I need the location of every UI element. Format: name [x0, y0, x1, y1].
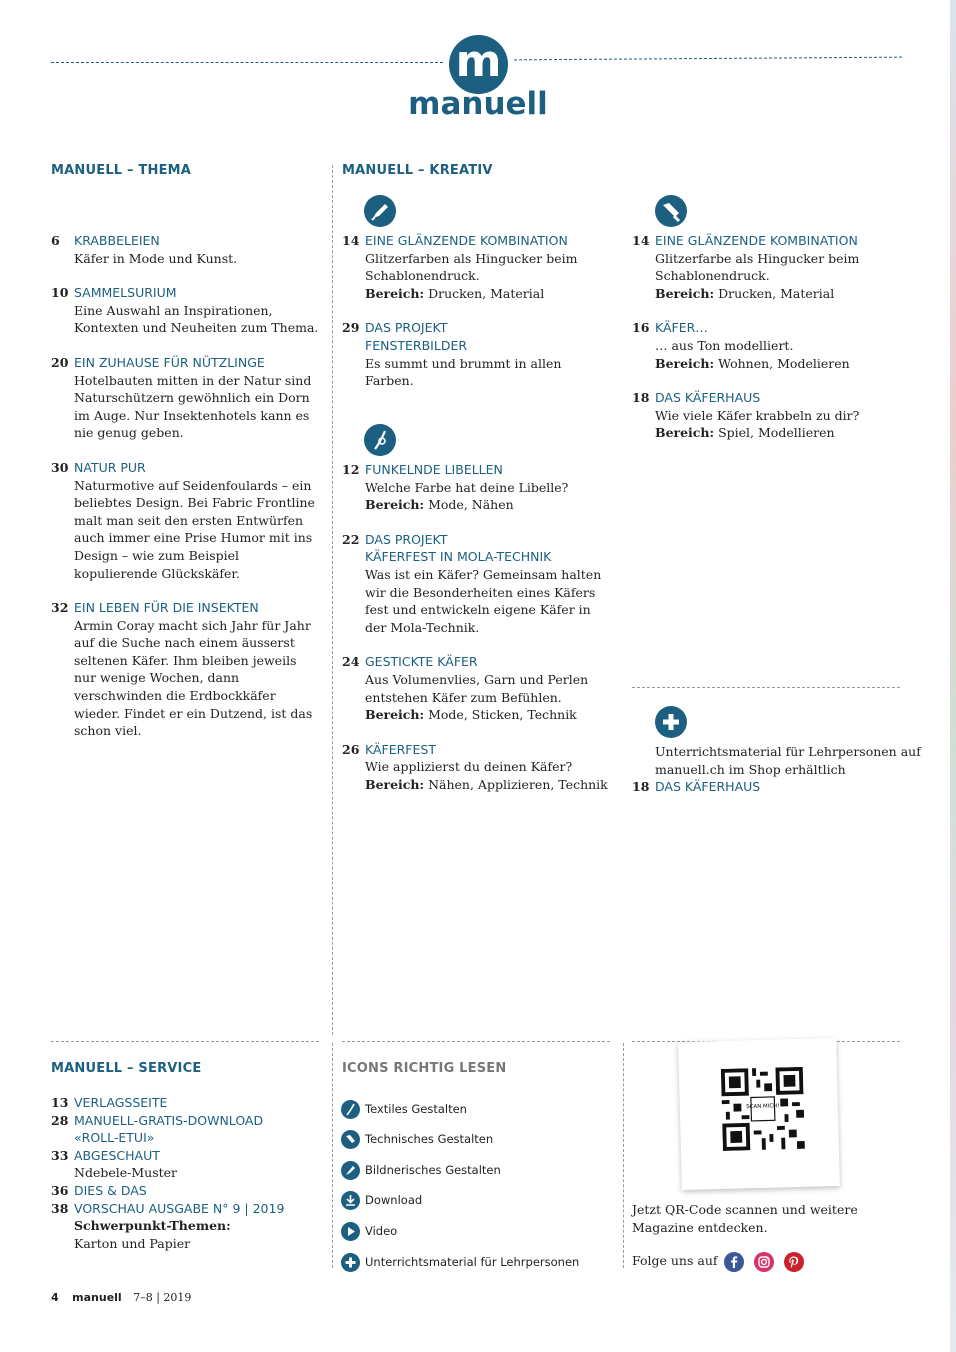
entry-title: EIN ZUHAUSE FÜR NÜTZLINGE — [74, 354, 265, 370]
logo-wordmark[interactable]: manuell — [408, 86, 548, 122]
qr-sticker-text: SCAN MICH! — [746, 1103, 780, 1111]
toc-entry[interactable] — [342, 461, 612, 514]
legend-label: Textiles Gestalten — [365, 1102, 467, 1116]
unterricht-block[interactable] — [632, 743, 922, 813]
textiles-icon — [341, 1100, 360, 1119]
header-dash-left — [51, 62, 443, 63]
toc-entry[interactable] — [632, 319, 912, 372]
divider-dash — [632, 687, 900, 688]
kreativ-bild-list — [342, 232, 612, 407]
entry-title: DAS KÄFERHAUS — [655, 779, 761, 795]
entry-title: EIN LEBEN FÜR DIE INSEKTEN — [74, 600, 259, 616]
service-row — [51, 1217, 321, 1235]
page-number: 6 — [51, 233, 60, 248]
entry-title: DAS KÄFERHAUS — [655, 390, 761, 406]
entry-desc: Käfer in Mode und Kunst. — [74, 250, 238, 266]
service-row[interactable] — [51, 1147, 321, 1165]
entry-title-2: KÄFERFEST IN MOLA-TECHNIK — [365, 549, 552, 565]
entry-area: Bereich: Drucken, Material — [365, 285, 545, 301]
entry-desc: Karton und Papier — [74, 1235, 191, 1251]
kreativ-textil-list — [342, 461, 612, 811]
page-number: 14 — [632, 233, 650, 248]
legend-label: Video — [365, 1224, 398, 1238]
page-number: 38 — [51, 1200, 69, 1216]
legend-label: Download — [365, 1193, 423, 1207]
entry-desc: Glitzerfarben als Hingucker beim Schablonendruck. — [365, 250, 578, 284]
entry-title: SAMMELSURIUM — [74, 285, 177, 301]
service-row[interactable] — [51, 1094, 321, 1112]
toc-entry[interactable] — [342, 319, 612, 389]
entry-title: MANUELL-GRATIS-DOWNLOAD — [74, 1112, 264, 1128]
footer-issue: 7–8 | 2019 — [133, 1291, 192, 1304]
toc-entry[interactable] — [51, 284, 321, 337]
page-number: 28 — [51, 1112, 69, 1128]
entry-title: «ROLL-ETUI» — [74, 1130, 155, 1146]
toc-entry[interactable] — [632, 389, 912, 442]
pinterest-icon[interactable] — [784, 1252, 804, 1272]
legend-label: Bildnerisches Gestalten — [365, 1163, 501, 1177]
toc-entry[interactable] — [51, 599, 321, 740]
page-number: 18 — [632, 779, 650, 795]
entry-desc: Unterrichtsmaterial für Lehrpersonen auf manuell.ch im Shop erhältlich — [655, 744, 921, 777]
entry-title: FUNKELNDE LIBELLEN — [365, 462, 503, 477]
header-dash-right — [514, 57, 902, 61]
entry-title: GESTICKTE KÄFER — [365, 654, 478, 670]
entry-title: NATUR PUR — [74, 459, 146, 475]
entry-title: VERLAGSSEITE — [74, 1095, 168, 1110]
service-list — [51, 1094, 321, 1252]
entry-title: DIES & DAS — [74, 1182, 147, 1198]
service-row — [51, 1164, 321, 1182]
service-row[interactable] — [51, 1129, 321, 1147]
entry-title: KÄFER… — [655, 320, 708, 336]
technisches-icon — [341, 1130, 360, 1149]
entry-title: EINE GLÄNZENDE KOMBINATION — [365, 233, 568, 248]
entry-title: DAS PROJEKT — [365, 531, 448, 547]
entry-desc: … aus Ton modelliert. — [655, 337, 794, 353]
column-divider-3 — [623, 1043, 624, 1268]
entry-desc: Welche Farbe hat deine Libelle? — [365, 479, 569, 495]
bottom-dash-2 — [342, 1041, 610, 1042]
entry-desc: Wie applizierst du deinen Käfer? — [365, 759, 573, 775]
entry-desc: Schwerpunkt-Themen: — [74, 1218, 231, 1234]
video-play-icon — [341, 1222, 360, 1241]
entry-title: ABGESCHAUT — [74, 1147, 160, 1163]
entry-title: VORSCHAU AUSGABE N° 9 | 2019 — [74, 1200, 285, 1216]
page-number: 18 — [632, 390, 650, 406]
service-row — [51, 1235, 321, 1253]
toc-entry[interactable] — [51, 232, 321, 267]
thema-list — [51, 232, 321, 757]
entry-title: DAS PROJEKT — [365, 320, 448, 336]
unterrichtsmaterial-icon — [655, 706, 687, 738]
column-divider-2 — [332, 1043, 333, 1268]
service-row[interactable] — [51, 1200, 321, 1218]
service-row[interactable] — [51, 1182, 321, 1200]
entry-area: Bereich: Mode, Sticken, Technik — [365, 707, 577, 723]
entry-title-2: FENSTERBILDER — [365, 337, 468, 353]
entry-area: Bereich: Drucken, Material — [655, 285, 835, 301]
technisches-gestalten-icon — [655, 195, 687, 227]
right-edge-strip — [950, 0, 956, 1352]
section-title-kreativ: MANUELL – KREATIV — [342, 163, 493, 178]
legend-label: Unterrichtsmaterial für Lehrpersonen — [365, 1255, 580, 1269]
page-number: 20 — [51, 354, 69, 370]
page-number: 24 — [342, 654, 360, 670]
page-number: 16 — [632, 320, 650, 336]
entry-area: Bereich: Nähen, Applizieren, Technik — [365, 776, 608, 792]
page-footer — [51, 1291, 191, 1304]
page-number: 33 — [51, 1147, 69, 1163]
entry-area: Bereich: Wohnen, Modelieren — [655, 355, 850, 371]
toc-entry[interactable] — [342, 741, 612, 794]
qr-code-card[interactable] — [678, 1038, 840, 1190]
bildnerisches-gestalten-icon — [364, 195, 396, 227]
toc-entry[interactable] — [632, 743, 922, 796]
footer-page-number: 4 — [51, 1291, 59, 1304]
entry-area: Bereich: Spiel, Modellieren — [655, 425, 835, 441]
bottom-dash-1 — [51, 1041, 319, 1042]
entry-desc: Glitzerfarbe als Hingucker beim Schablonendruck. — [655, 250, 860, 284]
logo-icon[interactable]: m — [449, 35, 508, 94]
page-number: 32 — [51, 600, 69, 616]
page-number: 36 — [51, 1182, 69, 1198]
page-number: 22 — [342, 531, 360, 547]
qr-code-icon[interactable] — [721, 1067, 805, 1151]
entry-desc: Wie viele Käfer krabbeln zu dir? — [655, 407, 860, 423]
kreativ-technik-list — [632, 232, 912, 459]
entry-desc: Aus Volumenvlies, Garn und Perlen entstehen Käfer zum Befühlen. — [365, 671, 589, 705]
legend-label: Technisches Gestalten — [365, 1132, 494, 1146]
instagram-icon[interactable] — [754, 1252, 774, 1272]
section-title-legend: ICONS RICHTIG LESEN — [342, 1061, 507, 1076]
column-divider-1 — [332, 165, 333, 1035]
entry-desc: Was ist ein Käfer? Gemeinsam halten wir die Besonderheiten eines Käfers fest und entwickeln eigene Käfer in der Mola-Technik. — [365, 566, 602, 635]
entry-desc: Naturmotive auf Seidenfoulards – ein beliebtes Design. Bei Fabric Frontline malt man seit den ersten Entwürfen auch immer eine Prise Humor mit ins Design – wie zum Beispiel kopulierende Glückskäfer. — [74, 477, 315, 581]
toc-entry[interactable] — [342, 232, 612, 302]
entry-desc: Es summt und brummt in allen Farben. — [365, 355, 562, 389]
section-title-thema: MANUELL – THEMA — [51, 163, 192, 178]
page-number: 10 — [51, 285, 69, 301]
page-number: 13 — [51, 1095, 69, 1110]
service-row[interactable] — [51, 1112, 321, 1130]
entry-desc: Eine Auswahl an Inspirationen, Kontexten und Neuheiten zum Thema. — [74, 302, 319, 336]
toc-entry[interactable] — [51, 354, 321, 442]
toc-entry[interactable] — [51, 459, 321, 582]
follow-label: Folge uns auf — [632, 1253, 718, 1268]
page-number: 26 — [342, 741, 360, 757]
qr-text: Jetzt QR-Code scannen und weitere Magazine entdecken. — [632, 1202, 858, 1235]
entry-area: Bereich: Mode, Nähen — [365, 497, 514, 513]
download-icon — [341, 1191, 360, 1210]
toc-entry[interactable] — [632, 232, 912, 302]
plus-icon — [341, 1253, 360, 1272]
entry-desc: Ndebele-Muster — [74, 1165, 178, 1181]
page-number: 14 — [342, 233, 360, 248]
bildnerisches-icon — [341, 1161, 360, 1180]
footer-brand: manuell — [72, 1291, 122, 1304]
entry-desc: Hotelbauten mitten in der Natur sind Naturschützern gewöhnlich ein Dorn im Auge. Nur Insektenhotels kann es nie genug geben. — [74, 372, 312, 441]
entry-desc: Armin Coray macht sich Jahr für Jahr auf die Suche nach einem äusserst seltenen Käfer. Ihm bleiben jeweils nur wenige Wochen, dann verschwinden die Erdbockkäfer wieder. Findet er ein Dutzend, ist das schon viel. — [74, 617, 313, 739]
entry-title: EINE GLÄNZENDE KOMBINATION — [655, 233, 858, 248]
page-number: 30 — [51, 459, 69, 475]
page-number: 12 — [342, 462, 360, 477]
entry-title: KÄFERFEST — [365, 741, 436, 757]
entry-title: KRABBELEIEN — [74, 233, 160, 248]
section-title-service: MANUELL – SERVICE — [51, 1061, 202, 1076]
textiles-gestalten-icon — [364, 424, 396, 456]
page-number: 29 — [342, 320, 360, 336]
toc-entry[interactable] — [342, 531, 612, 637]
facebook-icon[interactable] — [724, 1252, 744, 1272]
toc-entry[interactable] — [342, 653, 612, 723]
